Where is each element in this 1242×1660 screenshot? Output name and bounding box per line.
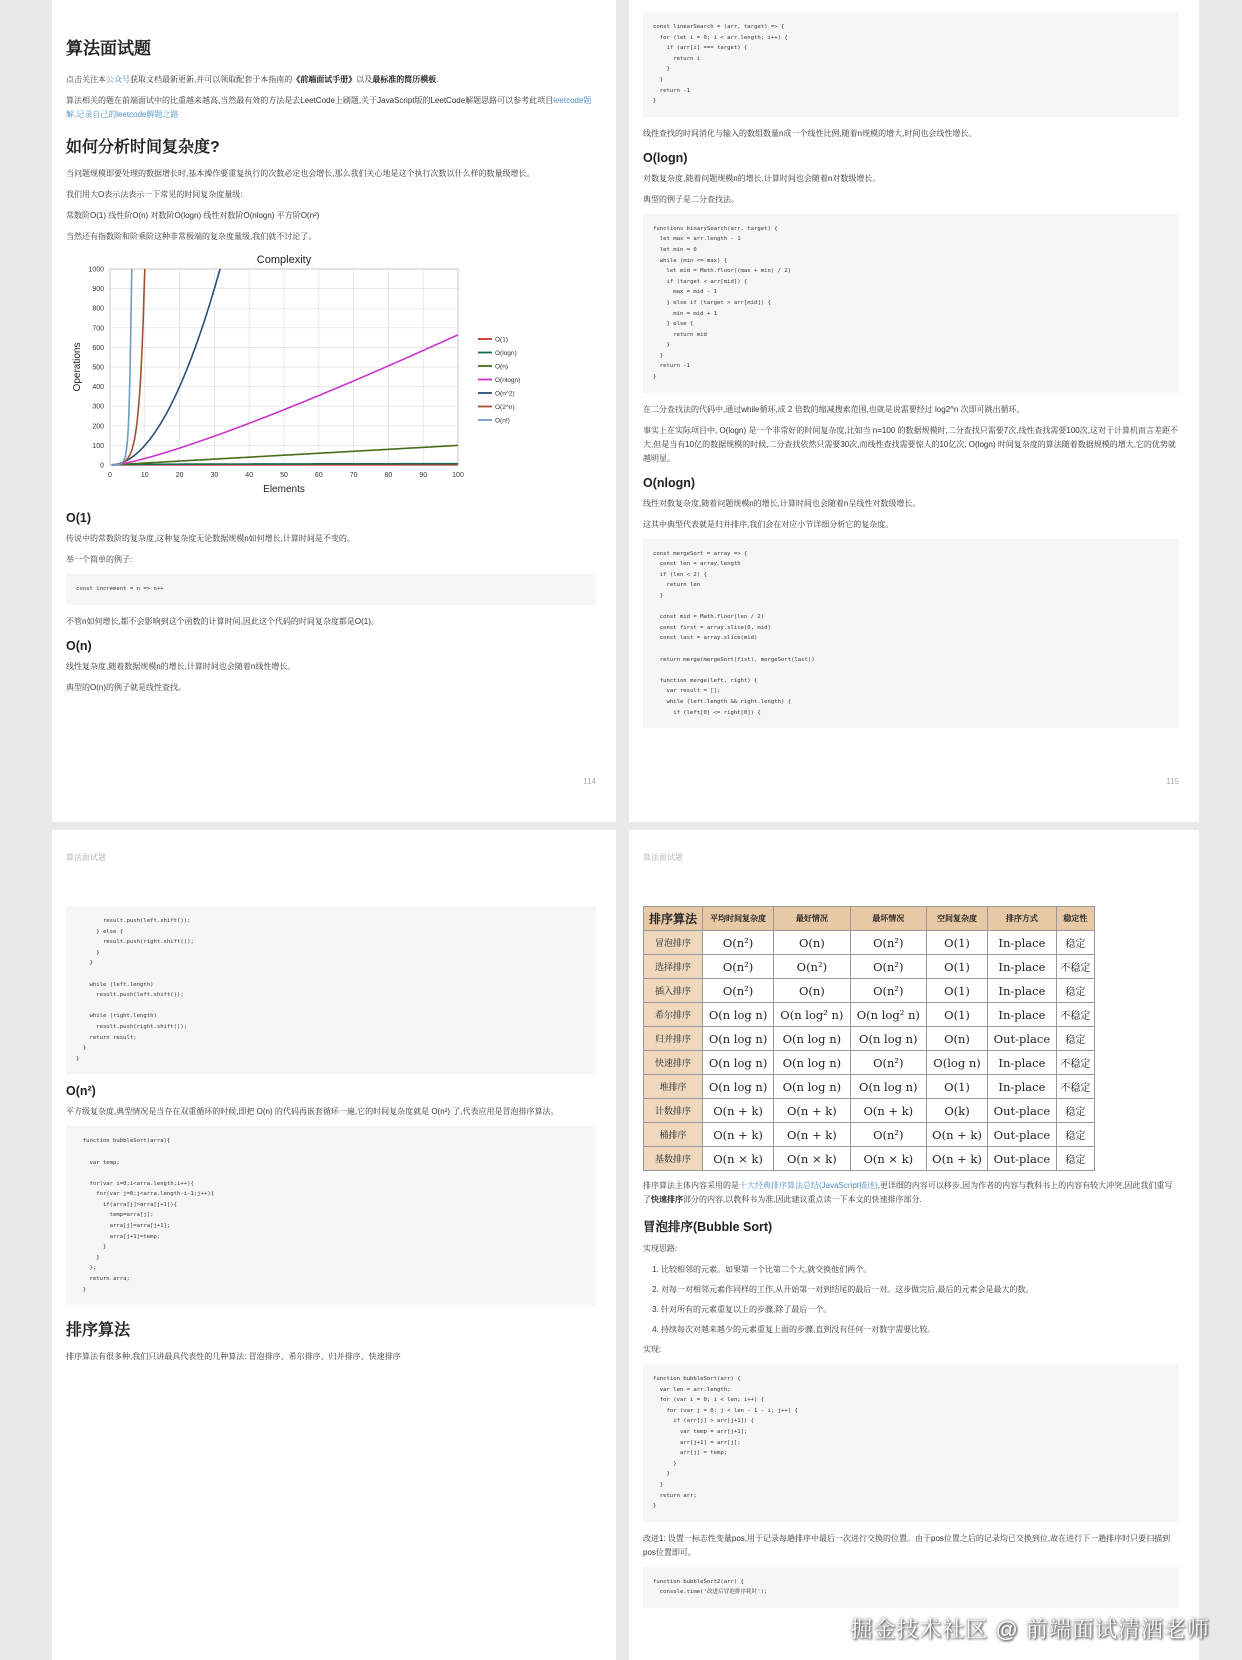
- x-tick-label: 80: [384, 472, 393, 479]
- y-tick-label: 700: [92, 325, 104, 333]
- table-cell: O(n × k): [774, 1147, 850, 1171]
- table-cell: 桶排序: [644, 1123, 703, 1147]
- table-cell: O(n²): [850, 1123, 926, 1147]
- table-cell: O(1): [927, 931, 988, 955]
- table-row: [644, 1003, 1095, 1027]
- table-cell: Out-place: [988, 1099, 1057, 1123]
- steps-list: [643, 1263, 1179, 1337]
- page-117: [629, 830, 1199, 1660]
- table-header-cell: 最坏情况: [850, 907, 926, 931]
- x-tick-label: 30: [210, 472, 219, 479]
- y-tick-label: 200: [92, 423, 104, 431]
- table-cell: 基数排序: [644, 1147, 703, 1171]
- legend-label: O(n^2): [495, 390, 515, 398]
- y-tick-label: 0: [100, 462, 104, 470]
- table-cell: O(n log n): [850, 1075, 926, 1099]
- x-tick-label: 100: [452, 472, 464, 479]
- intro-paragraph-2: 算法相关的题在前端面试中的比重越来越高,当然最有效的方法是去LeetCode上刷题,关于JavaScript版的LeetCode解题思路可以参考此项目leetcode题解,记录自己的leetcode解题之路: [66, 96, 592, 119]
- table-cell: O(n + k): [927, 1147, 988, 1171]
- table-cell: O(n + k): [703, 1099, 774, 1123]
- table-cell: 希尔排序: [644, 1003, 703, 1027]
- table-cell: O(n + k): [703, 1123, 774, 1147]
- table-cell: O(n²): [774, 955, 850, 979]
- table-cell: O(n): [927, 1027, 988, 1051]
- table-cell: 稳定: [1056, 1099, 1094, 1123]
- y-tick-label: 400: [92, 384, 104, 392]
- heading-sort: 排序算法: [66, 1322, 131, 1340]
- table-row: [644, 1147, 1095, 1171]
- heading-ologn: O(logn): [643, 150, 688, 165]
- table-cell: O(n log n): [703, 1027, 774, 1051]
- x-tick-label: 10: [140, 472, 149, 479]
- table-cell: 归并排序: [644, 1027, 703, 1051]
- code-block-merge-continued: result.push(left.shift()); } else { result.push(right.shift()); } } while (left.length) result.push(left.shift()); while (right.length) result.push(right.shift()); return result; } }: [66, 906, 596, 1074]
- table-header-cell: 空间复杂度: [927, 907, 988, 931]
- table-cell: O(1): [927, 1003, 988, 1027]
- table-cell: O(n log n): [774, 1051, 850, 1075]
- x-tick-label: 60: [314, 472, 323, 479]
- table-header-row: [644, 907, 1095, 931]
- table-cell: O(n log² n): [774, 1003, 850, 1027]
- table-cell: 不稳定: [1056, 1051, 1094, 1075]
- table-cell: 不稳定: [1056, 1003, 1094, 1027]
- table-cell: 稳定: [1056, 1123, 1094, 1147]
- table-cell: O(n + k): [774, 1123, 850, 1147]
- table-cell: O(log n): [927, 1051, 988, 1075]
- table-cell: O(n + k): [927, 1123, 988, 1147]
- table-cell: 快速排序: [644, 1051, 703, 1075]
- x-tick-label: 0: [108, 472, 112, 479]
- table-cell: In-place: [988, 931, 1057, 955]
- y-tick-label: 100: [92, 442, 104, 450]
- y-tick-label: 600: [92, 344, 104, 352]
- table-cell: O(1): [927, 1075, 988, 1099]
- on2-paragraph: 平方级复杂度,典型情况是当存在双重循环的时候,即把 O(n) 的代码再嵌套循环一遍,它的时间复杂度就是 O(n²) 了,代表应用是冒泡排序算法。: [66, 1107, 559, 1117]
- code-block-bubble-sort-improved: function bubbleSort2(arr) { console.time('改进后冒泡排序耗时');: [643, 1567, 1179, 1608]
- legend-label: O(n): [495, 363, 508, 371]
- table-cell: 稳定: [1056, 979, 1094, 1003]
- leetcode-link[interactable]: leetcode题解,记录自己的leetcode解题之路: [66, 96, 592, 119]
- table-cell: O(n log n): [850, 1027, 926, 1051]
- table-cell: Out-place: [988, 1027, 1057, 1051]
- table-cell: In-place: [988, 955, 1057, 979]
- heading-on2: O(n²): [66, 1084, 96, 1099]
- table-cell: O(n × k): [703, 1147, 774, 1171]
- ologn-paragraph-1: 对数复杂度,随着问题规模n的增长,计算时间也会随着n对数级增长。: [643, 173, 881, 183]
- table-header-cell: 平均时间复杂度: [703, 907, 774, 931]
- onlogn-paragraph-2: 这其中典型代表就是归并排序,我们会在对应小节详细分析它的复杂度。: [643, 519, 894, 529]
- page-115: [629, 0, 1199, 822]
- legend-label: O(logn): [495, 350, 517, 357]
- table-row: [644, 979, 1095, 1003]
- table-row: [644, 1051, 1095, 1075]
- table-cell: Out-place: [988, 1147, 1057, 1171]
- page-header: 算法面试题: [643, 853, 683, 862]
- table-cell: O(n log² n): [850, 1003, 926, 1027]
- table-cell: O(n + k): [774, 1099, 850, 1123]
- table-cell: In-place: [988, 1003, 1057, 1027]
- onlogn-paragraph-1: 线性对数复杂度,随着问题规模n的增长,计算时间也会随着n呈线性对数级增长。: [643, 498, 921, 508]
- page-number: 114: [583, 777, 596, 786]
- page-114: [52, 0, 616, 822]
- table-cell: O(n²): [850, 931, 926, 955]
- table-row: [644, 1123, 1095, 1147]
- watermark: 掘金技术社区 @ 前端面试清酒老师: [850, 1617, 1210, 1642]
- o1-paragraph-3: 不管n如何增长,都不会影响到这个函数的计算时间,因此这个代码的时间复杂度都是O(1)。: [66, 616, 379, 626]
- table-cell: O(n): [774, 979, 850, 1003]
- table-header-cell: 稳定性: [1056, 907, 1094, 931]
- table-header-cell: 排序方式: [988, 907, 1057, 931]
- legend-label: O(1): [495, 336, 508, 344]
- code-block-linear-search: const linearSearch = (arr, target) => { for (let i = 0; i < arr.length; i++) { if (arr[i] === target) { return i } } return -1 }: [643, 12, 1179, 117]
- legend-label: O(nlogn): [495, 377, 521, 384]
- table-row: [644, 1027, 1095, 1051]
- table-cell: O(n × k): [850, 1147, 926, 1171]
- complexity-chart: [66, 251, 536, 501]
- table-cell: In-place: [988, 1075, 1057, 1099]
- code-block-merge-sort: const mergeSort = array => { const len = array.length if (len < 2) { return len } const mid = Math.floor(len / 2) const first = array.slice(0, mid) const last = array.slice(mid) return merge(mergeSort(fist), mergeSort(last)) function merge(left, right) { var result = []; while (left.length && right.length) { if (left[0] <= right[0]) {: [643, 539, 1179, 729]
- table-note-paragraph: 排序算法主体内容采用的是十大经典排序算法总结(JavaScript描述),更详细的内容可以移步,因为作者的内容与教科书上的内容有较大冲突,因此我们重写了快速排序部分的内容,以教科书为准,因此建议重点读一下本文的快速排序部分.: [643, 1181, 1173, 1204]
- y-tick-label: 1000: [88, 266, 104, 274]
- o1-paragraph-2: 举一个简单的例子:: [66, 555, 133, 564]
- table-cell: O(k): [927, 1099, 988, 1123]
- y-axis-label: Operations: [72, 342, 83, 392]
- table-cell: O(n²): [703, 931, 774, 955]
- table-cell: O(n log n): [703, 1075, 774, 1099]
- x-tick-label: 50: [280, 472, 288, 479]
- x-tick-label: 90: [419, 472, 428, 479]
- heading-bubble-sort: 冒泡排序(Bubble Sort): [643, 1220, 773, 1234]
- table-cell: 插入排序: [644, 979, 703, 1003]
- list-item: 3. 针对所有的元素重复以上的步骤,除了最后一个。: [661, 1303, 1179, 1317]
- table-cell: O(n log n): [774, 1027, 850, 1051]
- table-cell: O(n log n): [703, 1051, 774, 1075]
- table-row: [644, 931, 1095, 955]
- x-tick-label: 20: [175, 472, 184, 479]
- table-cell: O(n²): [850, 1051, 926, 1075]
- heading-on: O(n): [66, 638, 92, 653]
- o1-paragraph-1: 传说中的常数阶的复杂度,这种复杂度无论数据规模n如何增长,计算时间是不变的。: [66, 534, 355, 543]
- binary-paragraph-1: 在二分查找法的代码中,通过while循环,成 2 倍数的缩减搜索范围,也就是说需要经过 log2^n 次即可跳出循环。: [643, 404, 1025, 414]
- table-cell: O(n²): [850, 979, 926, 1003]
- sort-paragraph: 排序算法有很多种,我们只讲最具代表性的几种算法: 冒泡排序、希尔排序、归并排序、快速排序: [66, 1352, 401, 1362]
- chart-title: Complexity: [256, 254, 312, 266]
- table-cell: Out-place: [988, 1123, 1057, 1147]
- linear-paragraph: 线性查找的时间消化与输入的数组数量n成一个线性比例,随着n规模的增大,时间也会线性增长。: [643, 128, 977, 138]
- table-cell: 冒泡排序: [644, 931, 703, 955]
- wechat-link[interactable]: 公众号: [106, 75, 130, 84]
- table-cell: In-place: [988, 1051, 1057, 1075]
- table-cell: 不稳定: [1056, 1075, 1094, 1099]
- legend-label: O(n!): [495, 417, 510, 425]
- code-block-binary-search: functions binarySearch(arr, target) { let max = arr.length - 1 let min = 0 while (min <= max) { let mid = Math.floor((max + min) / 2) if (target < arr[mid]) { max = mid - 1 } else if (target > arr[mid]) { min = mid + 1 } else { return mid } } return -1 }: [643, 214, 1179, 393]
- table-cell: 不稳定: [1056, 955, 1094, 979]
- y-tick-label: 900: [92, 286, 104, 294]
- heading-onlogn: O(nlogn): [643, 475, 696, 490]
- table-row: [644, 955, 1095, 979]
- table-cell: O(n²): [850, 955, 926, 979]
- series-line: [112, 445, 458, 465]
- table-cell: O(n log n): [703, 1003, 774, 1027]
- page-number: 115: [1166, 777, 1179, 786]
- x-axis-label: Elements: [263, 484, 305, 495]
- legend-label: O(2^n): [495, 404, 515, 411]
- table-header-cell: 最好情况: [774, 907, 850, 931]
- y-tick-label: 500: [92, 364, 104, 372]
- table-row: [644, 1075, 1095, 1099]
- table-cell: 稳定: [1056, 1147, 1094, 1171]
- doc-title: 算法面试题: [66, 39, 151, 58]
- ologn-paragraph-2: 典型的例子是二分查找法。: [643, 194, 739, 204]
- complexity-paragraph-1: 当问题规模即要处理的数据增长时,基本操作要重复执行的次数必定也会增长,那么我们关心地是这个执行次数以什么样的数量级增长。: [66, 169, 535, 178]
- idea-label: 实现思路:: [643, 1244, 678, 1253]
- table-cell: In-place: [988, 979, 1057, 1003]
- list-item: 1. 比较相邻的元素。如果第一个比第二个大,就交换他们两个。: [661, 1263, 1179, 1277]
- table-cell: O(n²): [703, 955, 774, 979]
- complexity-paragraph-4: 当然还有指数阶和阶乘阶这种非常极端的复杂度量级,我们就不讨论了。: [66, 232, 317, 241]
- y-tick-label: 300: [92, 403, 104, 411]
- x-tick-label: 70: [349, 472, 358, 479]
- table-cell: 堆排序: [644, 1075, 703, 1099]
- binary-paragraph-2: 事实上在实际项目中, O(logn) 是一个非常好的时间复杂度,比如当 n=100 的数据规模时,二分查找只需要7次,线性查找需要100次,这对于计算机而言差距不大,但是当有10亿的数据规模的时候,二分查找依然只需要30次,而线性查找需要惊人的10亿次, O(logn) 时间复杂度的算法随着数据规模的增大,它的优势就越明显。: [643, 425, 1178, 463]
- improve-paragraph: 改进1: 设置一标志性变量pos,用于记录每趟排序中最后一次进行交换的位置。由于pos位置之后的记录均已交换到位,故在进行下一趟排序时只要扫描到pos位置即可。: [643, 1533, 1171, 1557]
- table-cell: 计数排序: [644, 1099, 703, 1123]
- table-cell: 选择排序: [644, 955, 703, 979]
- intro-paragraph-1: 点击关注本公众号获取文档最新更新,并可以领取配套于本指南的《前端面试手册》以及最标准的简历模板.: [66, 75, 439, 84]
- page-116: [52, 830, 616, 1660]
- sort-complexity-table: [643, 906, 1095, 1171]
- table-cell: 稳定: [1056, 1027, 1094, 1051]
- table-row: [644, 1099, 1095, 1123]
- complexity-paragraph-2: 我们用大O表示法表示一下常见的时间复杂度量级:: [66, 190, 243, 199]
- table-cell: O(n²): [703, 979, 774, 1003]
- list-item: 2. 对每一对相邻元素作同样的工作,从开始第一对到结尾的最后一对。这步做完后,最后的元素会是最大的数。: [661, 1283, 1179, 1297]
- table-cell: O(n): [774, 931, 850, 955]
- code-block-increment: const increment = n => n++: [66, 574, 596, 605]
- x-tick-label: 40: [245, 472, 254, 479]
- impl-label: 实现:: [643, 1345, 662, 1354]
- sort-summary-link[interactable]: 十大经典排序算法总结(JavaScript描述): [739, 1181, 878, 1190]
- on-paragraph-1: 线性复杂度,随着数据规模n的增长,计算时间也会随着n线性增长。: [66, 661, 296, 671]
- on-paragraph-2: 典型的O(n)的例子就是线性查找。: [66, 682, 186, 692]
- code-block-bubble-sort: function bubbleSort(arra){ var temp; for(var i=0;i<arra.length;i++){ for(var j=0;j<arra.length-i-1;j++){ if(arra[j]>arra[j+1]){ temp=arra[j]; arra[j]=arra[j+1]; arra[j+1]=temp; } } }; return arra; }: [66, 1126, 596, 1305]
- heading-complexity: 如何分析时间复杂度?: [66, 139, 220, 156]
- table-cell: O(1): [927, 955, 988, 979]
- heading-o1: O(1): [66, 511, 91, 525]
- table-cell: O(n + k): [850, 1099, 926, 1123]
- list-item: 4. 持续每次对越来越少的元素重复上面的步骤,直到没有任何一对数字需要比较。: [661, 1323, 1179, 1337]
- complexity-paragraph-3: 常数阶O(1) 线性阶O(n) 对数阶O(logn) 线性对数阶O(nlogn) 平方阶O(n²): [66, 211, 320, 220]
- table-cell: O(1): [927, 979, 988, 1003]
- code-block-bubble-sort-2: function bubbleSort(arr) { var len = arr.length; for (var i = 0; i < len; i++) { for (var j = 0; j < len - 1 - i; j++) { if (arr[j] > arr[j+1]) { var temp = arr[j+1]; arr[j+1] = arr[j]; arr[j] = temp; } } } return arr; }: [643, 1364, 1179, 1522]
- table-header-cell: 排序算法: [644, 907, 703, 931]
- table-cell: O(n log n): [774, 1075, 850, 1099]
- y-tick-label: 800: [92, 305, 104, 313]
- page-header: 算法面试题: [66, 853, 106, 862]
- table-cell: 稳定: [1056, 931, 1094, 955]
